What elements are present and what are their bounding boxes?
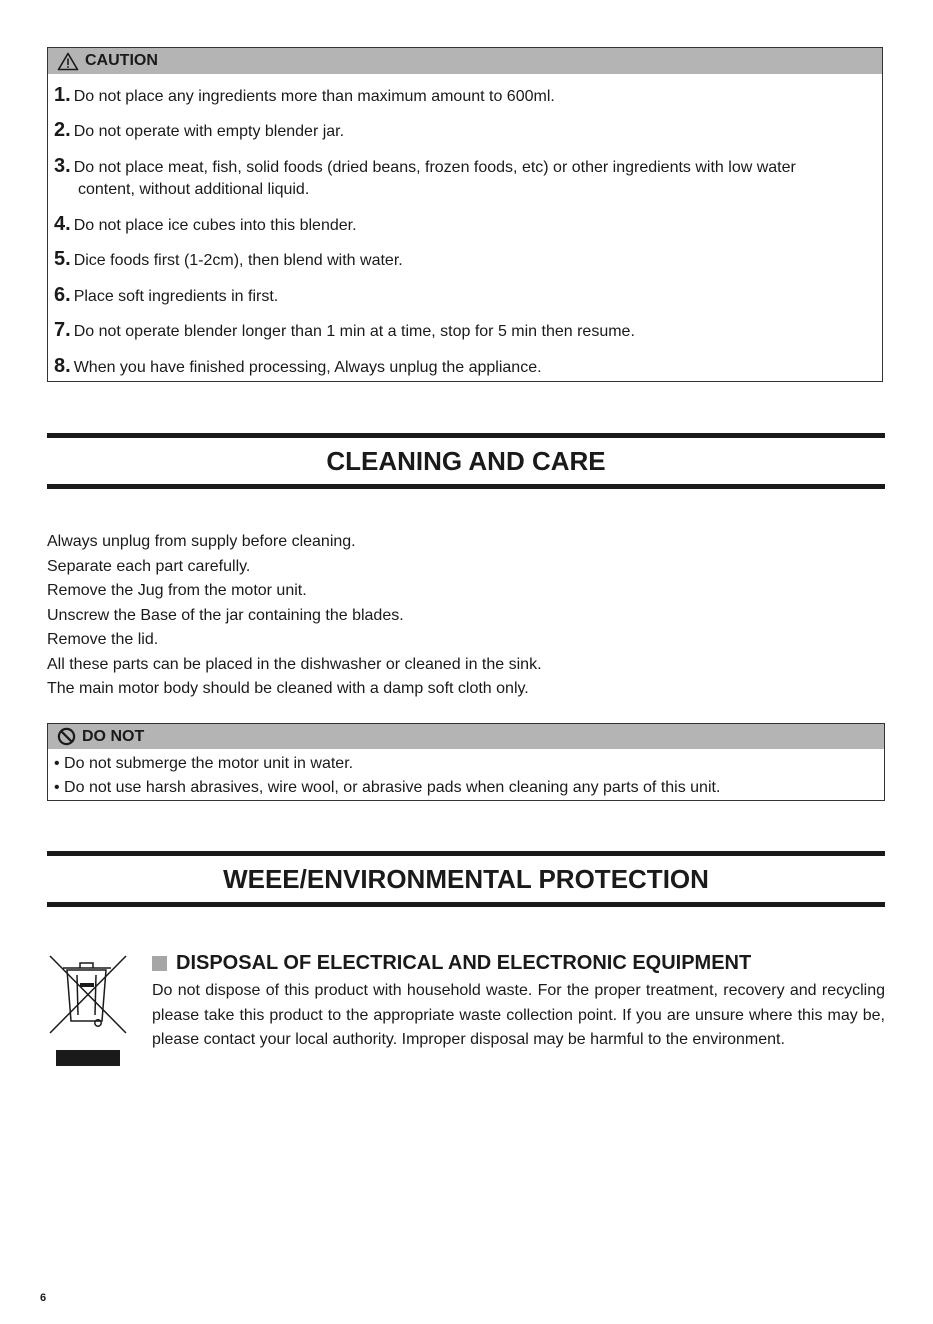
cleaning-line: Remove the Jug from the motor unit. — [47, 582, 307, 599]
caution-item-text: Place soft ingredients in first. — [73, 288, 279, 305]
caution-item-number: 5. — [54, 248, 71, 270]
cleaning-title: CLEANING AND CARE — [326, 446, 606, 476]
donot-item: • Do not use harsh abrasives, wire wool, or abrasive pads when cleaning any parts of this unit. — [54, 779, 721, 796]
caution-item-text: Do not operate blender longer than 1 min at a time, stop for 5 min then resume. — [73, 323, 635, 340]
caution-title: CAUTION — [85, 52, 158, 69]
disposal-paragraph: Do not dispose of this product with household waste. For the proper treatment, recovery and recycling please take this product to the appropriate waste collection point. If you are unsure where this may be, please contact your local authority. Improper disposal may be harmful to the environment. — [152, 982, 885, 1048]
caution-item — [54, 355, 880, 379]
cleaning-line: Separate each part carefully. — [47, 557, 251, 575]
caution-item-text: Do not place ice cubes into this blender. — [73, 217, 357, 234]
caution-header — [48, 48, 882, 74]
caution-item — [54, 213, 880, 237]
disposal-heading — [152, 952, 751, 975]
section-rule-bottom — [47, 902, 885, 907]
donot-header — [48, 724, 884, 749]
prohibited-icon — [57, 727, 76, 746]
donot-item: • Do not submerge the motor unit in water. — [54, 755, 354, 772]
section-rule-bottom — [47, 484, 885, 489]
caution-item-number: 3. — [54, 155, 71, 177]
donot-box — [47, 723, 885, 801]
cleaning-line: Always unplug from supply before cleaning. — [47, 533, 356, 550]
caution-item — [54, 284, 880, 308]
cleaning-line: Remove the lid. — [47, 631, 159, 648]
weee-title: WEEE/ENVIRONMENTAL PROTECTION — [223, 864, 709, 894]
donot-list — [48, 749, 884, 800]
caution-item-number: 1. — [54, 84, 71, 106]
grey-square-bullet — [152, 956, 167, 971]
caution-item-text: Do not operate with empty blender jar. — [73, 123, 345, 140]
caution-item-number: 2. — [54, 119, 71, 141]
page-number: 6 — [40, 1292, 47, 1304]
caution-item-text: Do not place meat, fish, solid foods (dried beans, frozen foods, etc) or other ingredients with low water — [73, 159, 796, 176]
weee-section-header — [47, 851, 885, 907]
cleaning-instructions — [47, 530, 542, 702]
caution-box — [47, 47, 883, 382]
caution-item-text: Do not place any ingredients more than maximum amount to 600ml. — [73, 88, 555, 105]
donot-title: DO NOT — [82, 727, 145, 745]
cleaning-line: All these parts can be placed in the dishwasher or cleaned in the sink. — [47, 655, 542, 673]
caution-item-continuation: content, without additional liquid. — [78, 181, 310, 198]
caution-item-number: 7. — [54, 319, 71, 341]
cleaning-line: Unscrew the Base of the jar containing the blades. — [47, 606, 404, 624]
cleaning-section-header — [47, 433, 885, 489]
cleaning-line: The main motor body should be cleaned with a damp soft cloth only. — [47, 680, 529, 697]
caution-item-text: When you have finished processing, Always unplug the appliance. — [73, 359, 542, 376]
caution-item-number: 6. — [54, 284, 71, 306]
disposal-heading-text: DISPOSAL OF ELECTRICAL AND ELECTRONIC EQUIPMENT — [176, 952, 752, 974]
caution-item — [54, 119, 880, 143]
caution-item-number: 8. — [54, 355, 71, 377]
caution-item-number: 4. — [54, 213, 71, 235]
caution-item-text: Dice foods first (1-2cm), then blend with water. — [73, 252, 403, 269]
caution-item — [54, 248, 880, 272]
caution-item — [54, 84, 880, 108]
crossed-out-wheelie-bin-icon — [47, 953, 129, 1068]
caution-item — [54, 155, 880, 201]
caution-item — [54, 319, 880, 343]
warning-triangle-icon — [57, 52, 79, 71]
